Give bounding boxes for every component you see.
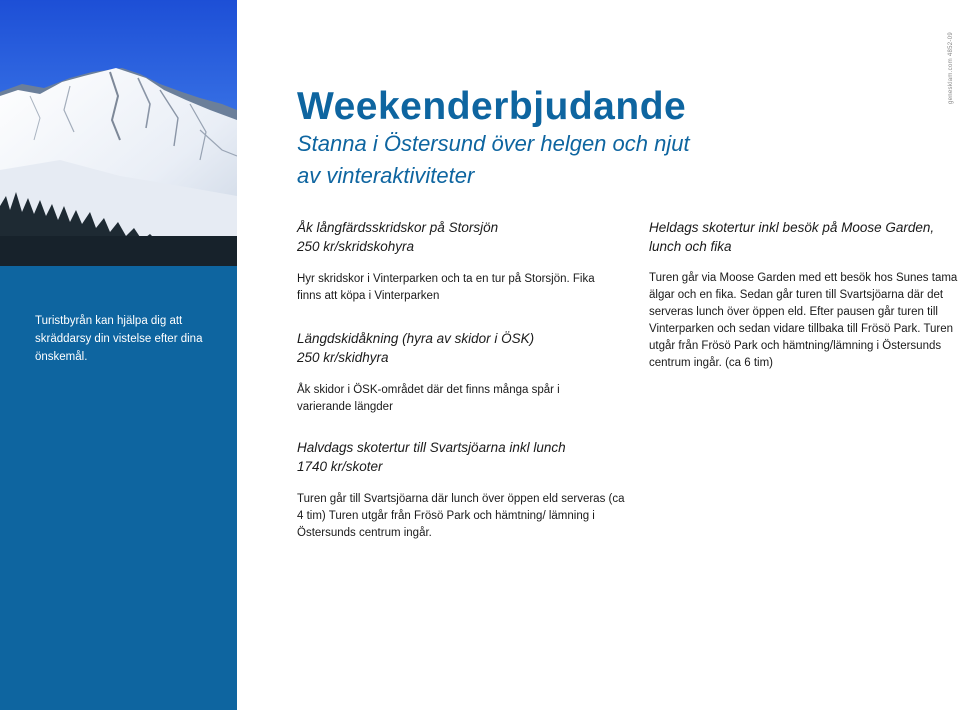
offer-price: 250 kr/skridskohyra xyxy=(297,239,415,254)
page-subtitle: Stanna i Östersund över helgen och njut av vinteraktiviteter xyxy=(297,131,690,188)
sidebar-note: Turistbyrån kan hjälpa dig att skräddarsy din vistelse efter dina önskemål. xyxy=(35,314,203,363)
offer-skiing xyxy=(297,329,597,416)
offer-title: Halvdags skotertur till Svartsjöarna inkl lunch xyxy=(297,440,566,455)
offer-description: Åk skidor i ÖSK-området där det finns många spår i varierande längder xyxy=(297,384,560,413)
offer-half-day-snowmobile xyxy=(297,438,627,542)
page-title: Weekenderbjudande xyxy=(297,85,687,128)
offer-title: Åk långfärdsskridskor på Storsjön xyxy=(297,220,499,235)
offer-price: 1740 kr/skoter xyxy=(297,459,383,474)
mountain-snow-photo xyxy=(0,0,237,266)
offer-description: Turen går till Svartsjöarna där lunch över öppen eld serveras (ca 4 tim) Turen utgår från Frösö Park och hämtning/ lämning i Östersunds centrum ingår. xyxy=(297,493,625,539)
offer-title: Längdskidåkning (hyra av skidor i ÖSK) xyxy=(297,331,535,346)
watermark-text: genesklam.com 4852-09 xyxy=(948,31,954,104)
sidebar xyxy=(0,0,237,710)
offer-description: Turen går via Moose Garden med ett besök hos Sunes tama älgar och en fika. Sedan går turen till Svartsjöarna där det serveras lunch över öppen eld. Efter pausen går turen till Vinterparken och sedan vidare tillbaka till Frösö Park. Turen utgår från Frösö Park och hämtning/lämning i Östersunds centrum ingår. (ca 6 tim) xyxy=(649,272,958,369)
offer-skating xyxy=(297,218,597,305)
offer-title: Heldags skotertur inkl besök på Moose Garden, lunch och fika xyxy=(649,220,935,254)
offer-price: 250 kr/skidhyra xyxy=(297,350,389,365)
offer-full-day-snowmobile xyxy=(649,218,960,372)
offer-description: Hyr skridskor i Vinterparken och ta en tur på Storsjön. Fika finns att köpa i Vinterparken xyxy=(297,273,595,302)
